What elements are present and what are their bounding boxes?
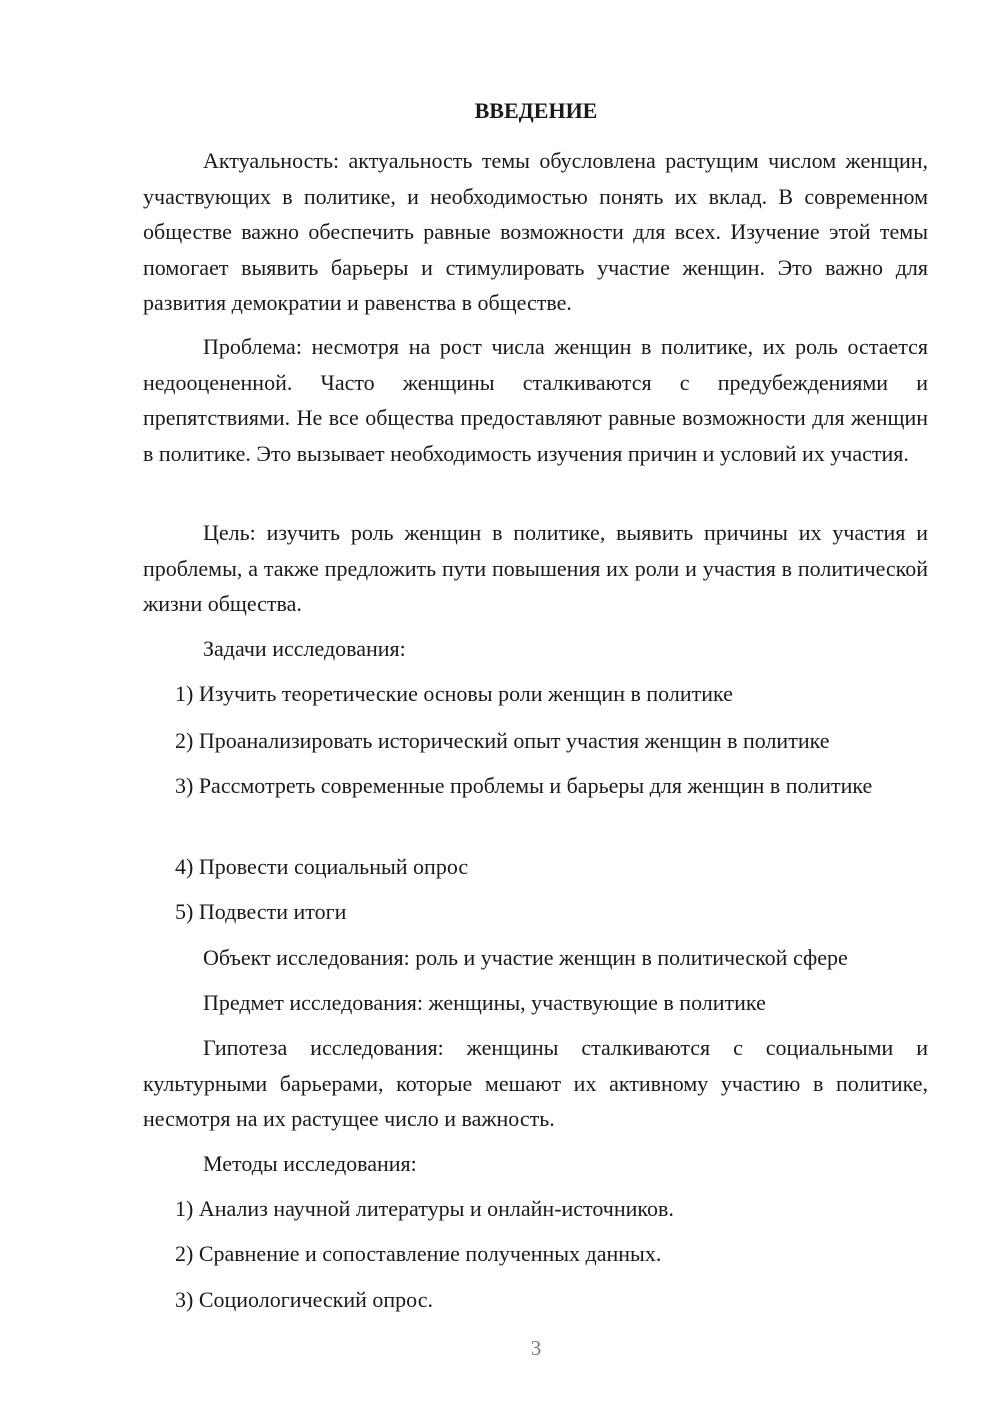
goal-paragraph: Цель: изучить роль женщин в политике, выявить причины их участия и проблемы, а также предложить пути повышения их роли и участия в политической жизни общества. bbox=[143, 520, 928, 616]
problem-paragraph: Проблема: несмотря на рост числа женщин в политике, их роль остается недооцененной. Часто женщины сталкиваются с предубеждениями и препятствиями. Не все общества предоставляют равные возможности для женщин в политике. Это вызывает необходимость изучения причин и условий их участия. bbox=[143, 334, 928, 466]
methods-heading: Методы исследования: bbox=[203, 1151, 417, 1176]
hypothesis-paragraph: Гипотеза исследования: женщины сталкиваются с социальными и культурными барьерами, которые мешают их активному участию в политике, несмотря на их растущее число и важность. bbox=[143, 1035, 928, 1131]
task-item: 4) Провести социальный опрос bbox=[175, 854, 469, 879]
task-item: 1) Изучить теоретические основы роли женщин в политике bbox=[175, 681, 733, 706]
page-number: 3 bbox=[530, 1336, 542, 1360]
task-item: 3) Рассмотреть современные проблемы и барьеры для женщин в политике bbox=[175, 773, 873, 798]
method-item: 1) Анализ научной литературы и онлайн-источников. bbox=[175, 1196, 674, 1221]
subject-paragraph: Предмет исследования: женщины, участвующие в политике bbox=[203, 990, 766, 1015]
relevance-paragraph: Актуальность: актуальность темы обусловлена растущим числом женщин, участвующих в политике, и необходимостью понять их вклад. В современном обществе важно обеспечить равные возможности для всех. Изучение этой темы помогает выявить барьеры и стимулировать участие женщин. Это важно для развития демократии и равенства в обществе. bbox=[143, 148, 928, 315]
method-item: 2) Сравнение и сопоставление полученных данных. bbox=[175, 1241, 662, 1266]
task-item: 2) Проанализировать исторический опыт участия женщин в политике bbox=[175, 728, 830, 753]
method-item: 3) Социологический опрос. bbox=[175, 1287, 433, 1312]
section-title: ВВЕДЕНИЕ bbox=[474, 98, 598, 123]
object-paragraph: Объект исследования: роль и участие женщин в политической сфере bbox=[203, 945, 848, 970]
tasks-heading: Задачи исследования: bbox=[203, 636, 406, 661]
task-item: 5) Подвести итоги bbox=[175, 899, 347, 924]
